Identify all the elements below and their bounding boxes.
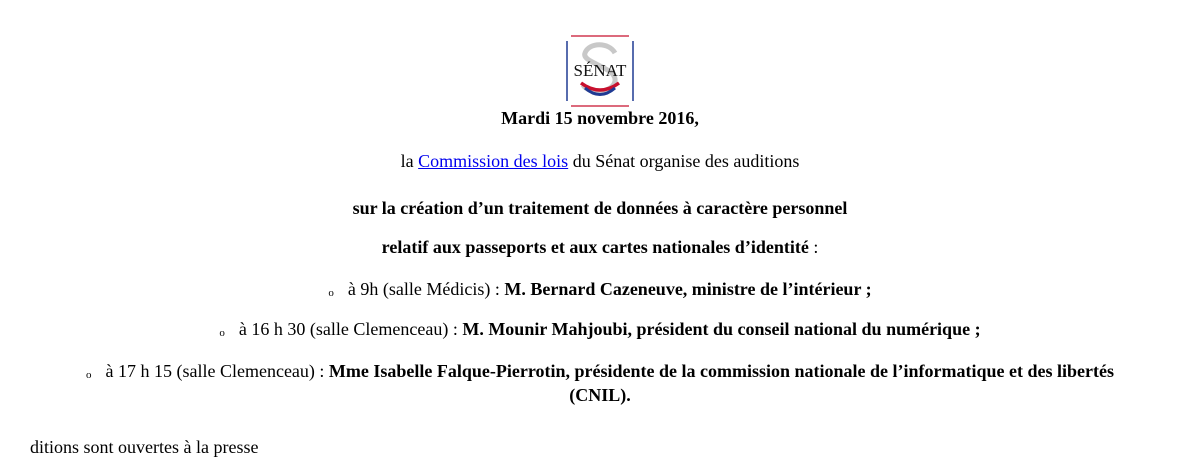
hearing-speaker: Mme Isabelle Falque-Pierrotin, présidente de la commission nationale de l’informatique et des libertés xyxy=(328,361,1114,381)
hearing-item xyxy=(0,278,1200,302)
subject-line-2-bold: relatif aux passeports et aux cartes nationales d’identité xyxy=(381,237,809,257)
hearing-time: à 16 h 30 (salle Clemenceau) : xyxy=(238,319,463,339)
subject-line-2 xyxy=(0,236,1200,258)
hearing-item xyxy=(0,360,1200,406)
hearing-item xyxy=(0,318,1200,342)
intro-suffix: du Sénat organise des auditions xyxy=(568,151,800,171)
hearing-time: à 9h (salle Médicis) : xyxy=(347,279,505,299)
intro-line xyxy=(0,150,1200,172)
senat-logo xyxy=(563,35,637,107)
logo-text: SÉNAT xyxy=(573,61,627,80)
event-date: Mardi 15 novembre 2016, xyxy=(501,108,699,128)
subject-line-1: sur la création d’un traitement de données à caractère personnel xyxy=(352,198,848,218)
commission-link[interactable]: Commission des lois xyxy=(418,151,569,171)
bullet-icon: o xyxy=(86,368,92,381)
hearing-speaker-cont: (CNIL). xyxy=(569,384,631,405)
bullet-icon: o xyxy=(328,286,334,299)
senat-emblem-icon xyxy=(563,35,637,107)
subject-line-2-tail: : xyxy=(808,237,819,257)
hearing-speaker: M. Bernard Cazeneuve, ministre de l’intérieur ; xyxy=(504,279,872,299)
hearing-time: à 17 h 15 (salle Clemenceau) : xyxy=(105,361,329,381)
bullet-icon: o xyxy=(219,326,225,339)
cutoff-text: ditions sont ouvertes à la presse xyxy=(30,437,259,457)
intro-prefix: la xyxy=(400,151,419,171)
hearing-speaker: M. Mounir Mahjoubi, président du conseil national du numérique ; xyxy=(462,319,981,339)
